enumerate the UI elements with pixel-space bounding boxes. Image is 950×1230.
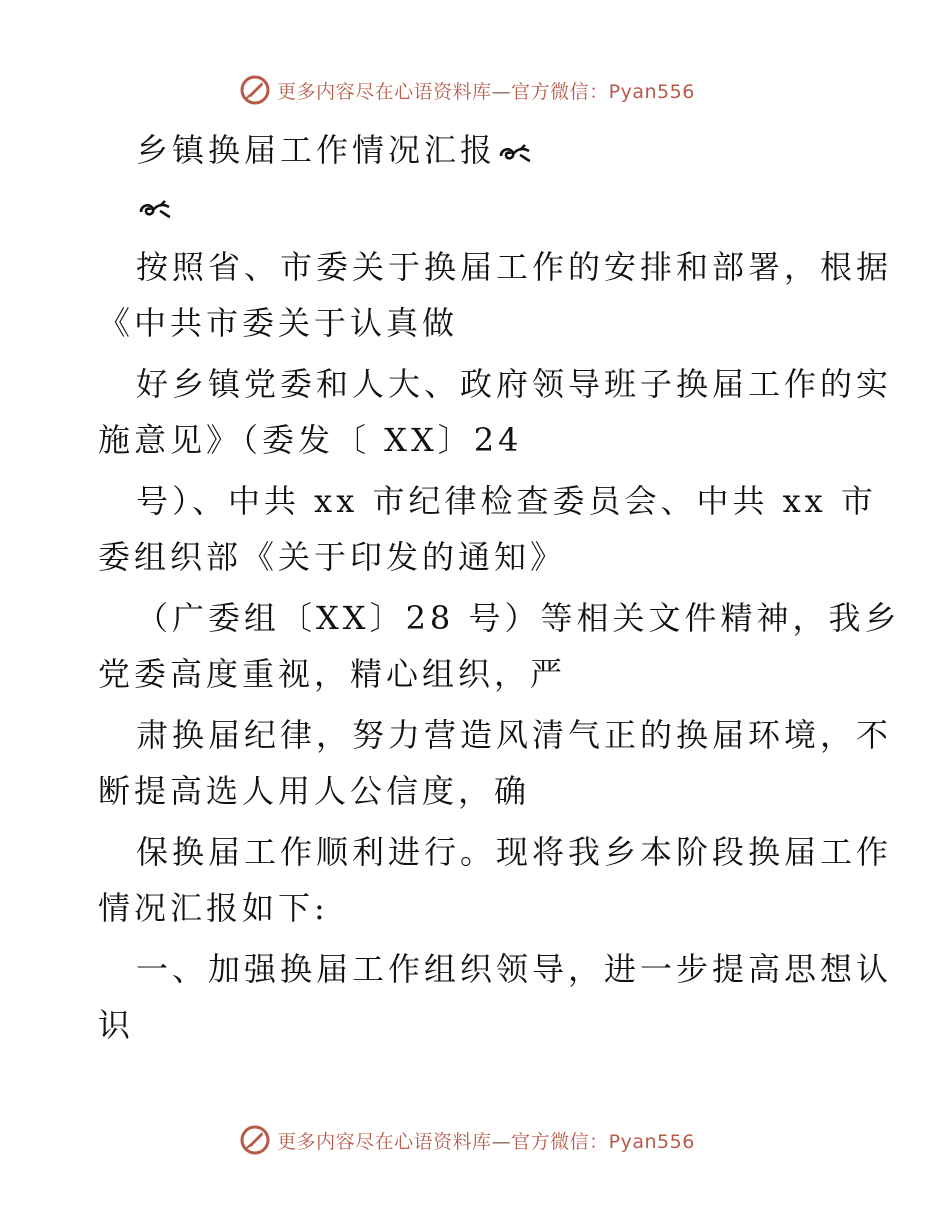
paragraph-line: 情况汇报如下: bbox=[98, 889, 329, 927]
paragraph-line: 委组织部《关于印发的通知》 bbox=[98, 538, 567, 576]
fleuron-icon bbox=[138, 198, 172, 220]
quill-logo-icon bbox=[239, 74, 271, 106]
paragraph-line: 施意见》（委发〔 XX〕24 bbox=[98, 421, 523, 459]
paragraph-line: 肃换届纪律，努力营造风清气正的换届环境，不 bbox=[136, 716, 893, 754]
paragraph-line: 《中共市委关于认真做 bbox=[98, 304, 459, 342]
paragraph-line: （广委组〔XX〕28 号）等相关文件精神，我乡 bbox=[136, 599, 901, 637]
document-body bbox=[98, 122, 901, 1053]
section-heading-line: 识 bbox=[98, 1006, 135, 1044]
document-title-line bbox=[98, 122, 858, 178]
ornament-line bbox=[98, 178, 858, 234]
footer-watermark-text: 更多内容尽在心语资料库—官方微信：Pyan556 bbox=[277, 1130, 695, 1153]
fleuron-icon bbox=[498, 142, 532, 164]
footer-watermark-banner bbox=[0, 1120, 950, 1160]
header-watermark-banner bbox=[0, 70, 950, 110]
paragraph-line: 保换届工作顺利进行。现将我乡本阶段换届工作 bbox=[136, 833, 893, 871]
document-title: 乡镇换届工作情况汇报 bbox=[136, 131, 497, 169]
footer-watermark-content bbox=[239, 1124, 695, 1156]
header-watermark-text: 更多内容尽在心语资料库—官方微信：Pyan556 bbox=[277, 80, 695, 103]
section-heading-line: 一、加强换届工作组织领导，进一步提高思想认 bbox=[136, 950, 893, 988]
paragraph-line: 断提高选人用人公信度，确 bbox=[98, 772, 531, 810]
paragraph-line: 按照省、市委关于换届工作的安排和部署，根据 bbox=[136, 248, 893, 286]
paragraph-line: 好乡镇党委和人大、政府领导班子换届工作的实 bbox=[136, 365, 893, 403]
paragraph-line: 党委高度重视，精心组织，严 bbox=[98, 655, 567, 693]
paragraph-line: 号）、中共 xx 市纪律检查委员会、中共 xx 市 bbox=[136, 482, 877, 520]
quill-logo-icon bbox=[239, 1124, 271, 1156]
header-watermark-content bbox=[239, 74, 695, 106]
